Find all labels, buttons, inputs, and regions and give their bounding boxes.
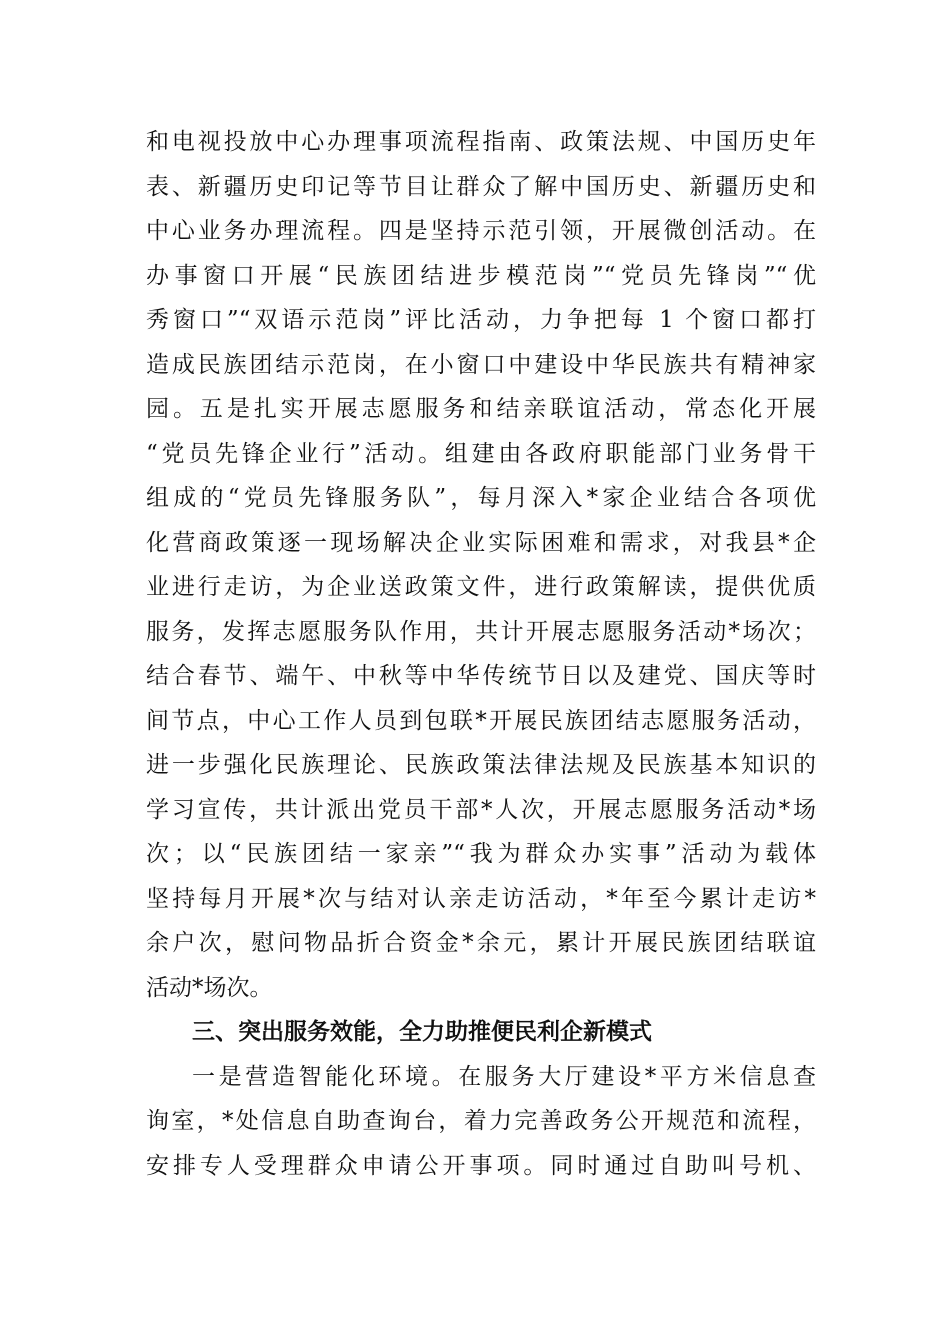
text-line: 中心业务办理流程。四是坚持示范引领，开展微创活动。在 xyxy=(146,218,816,244)
text-line: 询室，*处信息自助查询台，着力完善政务公开规范和流程， xyxy=(146,1108,816,1134)
section-heading: 三、突出服务效能，全力助推便民利企新模式 xyxy=(192,1019,652,1045)
text-line: 园。五是扎实开展志愿服务和结亲联谊活动，常态化开展 xyxy=(146,396,816,422)
text-line: 服务，发挥志愿服务队作用，共计开展志愿服务活动*场次； xyxy=(146,618,816,645)
text-line: 业进行走访，为企业送政策文件，进行政策解读，提供优质 xyxy=(146,574,816,600)
text-line: 表、新疆历史印记等节目让群众了解中国历史、新疆历史和 xyxy=(146,173,816,200)
text-line: 结合春节、端午、中秋等中华传统节日以及建党、国庆等时 xyxy=(146,663,816,689)
text-line: 办事窗口开展“民族团结进步模范岗”“党员先锋岗”“优 xyxy=(146,262,816,289)
text-line: 学习宣传，共计派出党员干部*人次，开展志愿服务活动*场 xyxy=(146,796,816,823)
text-line: 造成民族团结示范岗，在小窗口中建设中华民族共有精神家 xyxy=(146,351,816,378)
text-line: 组成的“党员先锋服务队”，每月深入*家企业结合各项优 xyxy=(146,485,816,511)
text-line: 化营商政策逐一现场解决企业实际困难和需求，对我县*企 xyxy=(146,529,816,556)
text-line: “党员先锋企业行”活动。组建由各政府职能部门业务骨干 xyxy=(146,440,816,467)
text-line: 坚持每月开展*次与结对认亲走访活动，*年至今累计走访* xyxy=(146,885,816,912)
body-text xyxy=(146,120,816,1188)
text-line: 余户次，慰问物品折合资金*余元，累计开展民族团结联谊 xyxy=(146,930,816,956)
text-line: 次；以“民族团结一家亲”“我为群众办实事”活动为载体 xyxy=(146,841,816,867)
text-line: 一是营造智能化环境。在服务大厅建设*平方米信息查 xyxy=(192,1063,816,1090)
text-line: 和电视投放中心办理事项流程指南、政策法规、中国历史年 xyxy=(146,129,816,155)
text-line: 安排专人受理群众申请公开事项。同时通过自助叫号机、 xyxy=(146,1152,816,1179)
text-line: 活动*场次。 xyxy=(146,974,273,1001)
text-line: 进一步强化民族理论、民族政策法律法规及民族基本知识的 xyxy=(146,752,816,778)
text-line: 秀窗口”“双语示范岗”评比活动，力争把每 1 个窗口都打 xyxy=(146,307,816,333)
text-line: 间节点，中心工作人员到包联*开展民族团结志愿服务活动， xyxy=(146,707,816,734)
